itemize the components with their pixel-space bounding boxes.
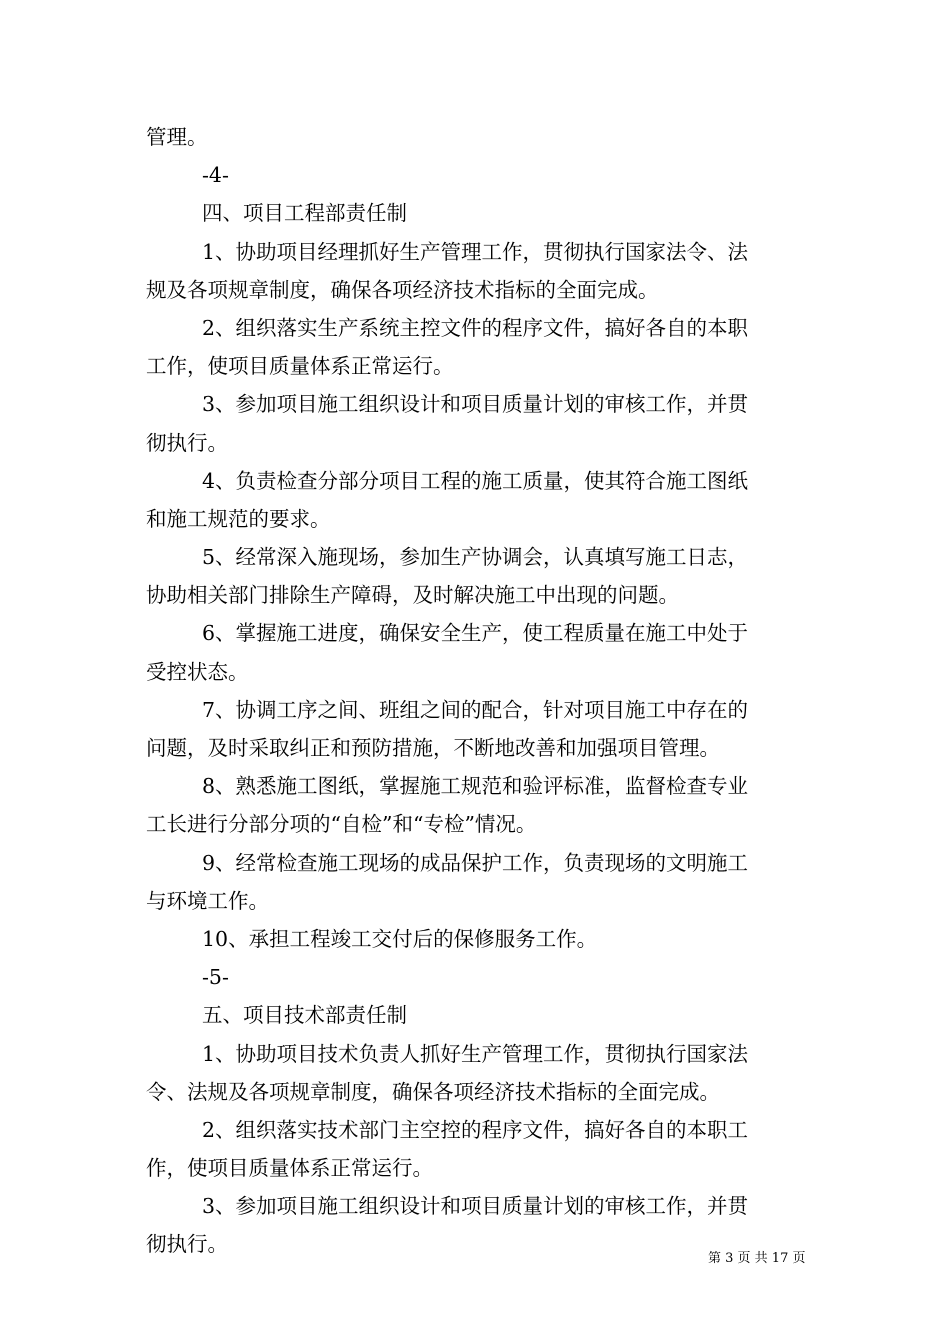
text-line: 9、经常检查施工现场的成品保护工作，负责现场的文明施工 <box>202 850 749 875</box>
text-line: 协助相关部门排除生产障碍，及时解决施工中出现的问题。 <box>146 583 679 608</box>
text-line: 工作，使项目质量体系正常运行。 <box>146 354 454 379</box>
text-line: 3、参加项目施工组织设计和项目质量计划的审核工作，并贯 <box>202 1194 749 1219</box>
text-line: 管理。 <box>146 125 208 149</box>
text-line: 彻执行。 <box>146 430 228 455</box>
text-line: 受控状态。 <box>146 659 249 684</box>
text-line: 2、组织落实生产系统主控文件的程序文件，搞好各自的本职 <box>202 315 749 340</box>
text-line: 和施工规范的要求。 <box>146 506 331 531</box>
text-line: 规及各项规章制度，确保各项经济技术指标的全面完成。 <box>146 277 659 302</box>
text-line: 作，使项目质量体系正常运行。 <box>146 1156 433 1181</box>
text-line: 问题，及时采取纠正和预防措施，不断地改善和加强项目管理。 <box>146 736 720 760</box>
section-heading: 四、项目工程部责任制 <box>202 201 407 226</box>
page-marker: -5- <box>202 965 229 990</box>
text-line: 8、熟悉施工图纸，掌握施工规范和验评标准，监督检查专业 <box>202 774 749 799</box>
text-line: 5、经常深入施现场，参加生产协调会，认真填写施工日志， <box>202 545 749 570</box>
page-marker: -4- <box>202 163 229 188</box>
text-line: 与环境工作。 <box>146 888 269 913</box>
document-body <box>146 118 808 1264</box>
text-line: 6、掌握施工进度，确保安全生产，使工程质量在施工中处于 <box>202 621 749 646</box>
text-line: 1、协助项目技术负责人抓好生产管理工作，贯彻执行国家法 <box>202 1041 749 1066</box>
text-line: 2、组织落实技术部门主空控的程序文件，搞好各自的本职工 <box>202 1117 749 1142</box>
text-line: 10、承担工程竣工交付后的保修服务工作。 <box>202 926 598 951</box>
text-line: 令、法规及各项规章制度，确保各项经济技术指标的全面完成。 <box>146 1079 720 1104</box>
section-heading: 五、项目技术部责任制 <box>202 1003 407 1028</box>
text-line: 4、负责检查分部分项目工程的施工质量，使其符合施工图纸 <box>202 468 749 493</box>
text-line: 工长进行分部分项的“自检”和“专检”情况。 <box>146 812 537 837</box>
text-line: 彻执行。 <box>146 1232 228 1257</box>
text-line: 7、协调工序之间、班组之间的配合，针对项目施工中存在的 <box>202 697 749 722</box>
text-line: 1、协助项目经理抓好生产管理工作，贯彻执行国家法令、法 <box>202 239 749 264</box>
page-footer: 第 3 页 共 17 页 <box>708 1251 806 1266</box>
text-line: 3、参加项目施工组织设计和项目质量计划的审核工作，并贯 <box>202 392 749 417</box>
